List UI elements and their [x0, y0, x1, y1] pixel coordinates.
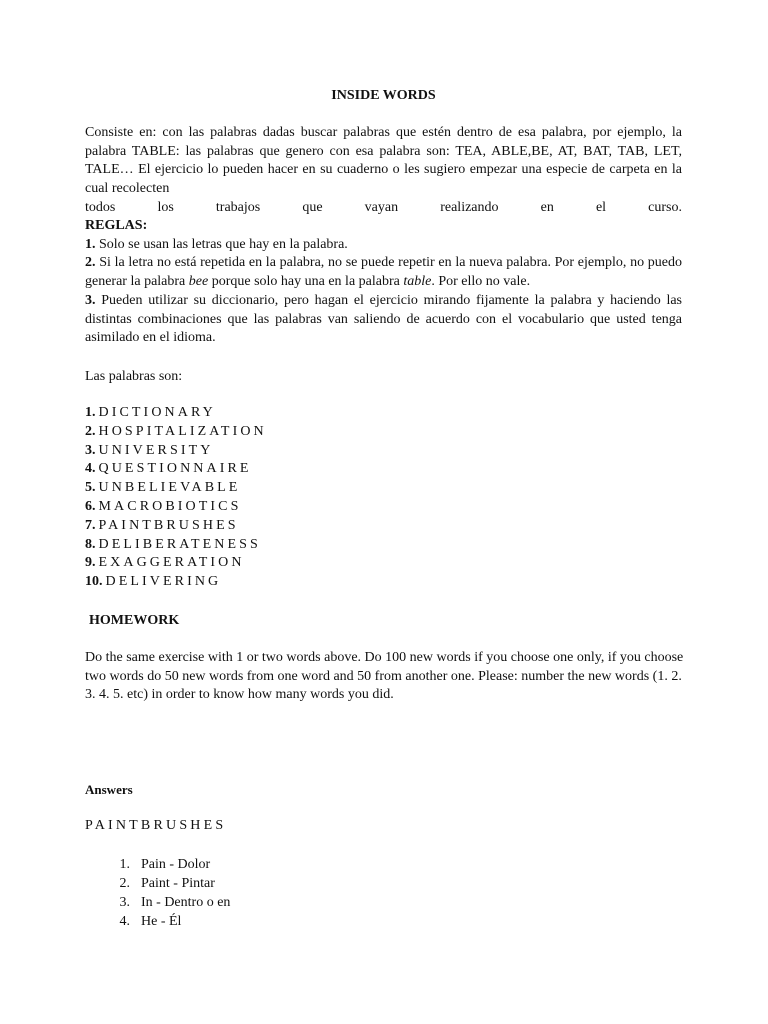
answer-text: He - Él	[141, 914, 182, 929]
answer-item	[85, 893, 230, 912]
rule-item	[85, 254, 682, 291]
word-text: DELIBERATENESS	[98, 536, 261, 552]
list-item	[85, 460, 267, 479]
answers-word: PAINTBRUSHES	[85, 818, 227, 833]
word-text: DICTIONARY	[98, 405, 216, 420]
answer-number: 4.	[119, 914, 130, 929]
list-item	[85, 517, 267, 536]
word-text: HOSPITALIZATION	[98, 423, 267, 439]
list-item	[85, 498, 267, 517]
word-number: 3.	[85, 442, 96, 458]
homework-heading: HOMEWORK	[89, 613, 180, 628]
rule-example-word: bee	[188, 274, 209, 290]
word-number: 8.	[85, 536, 96, 552]
list-item	[85, 423, 267, 442]
list-item	[85, 536, 267, 555]
rule-text: porque solo hay una en la palabra	[208, 274, 404, 290]
word-text: EXAGGERATION	[98, 555, 245, 571]
answers-heading: Answers	[85, 782, 133, 797]
word-list	[85, 404, 267, 592]
word-text: PAINTBRUSHES	[98, 517, 239, 533]
word-text: DELIVERING	[105, 574, 222, 590]
rule-number: 3.	[85, 292, 96, 308]
word-text: UNIVERSITY	[98, 442, 214, 458]
intro-text: Consiste en: con las palabras dadas buscar palabras que estén dentro de esa palabra, por ejemplo, la palabra TABLE: las palabras que genero con esa palabra son: TEA, ABLE,BE, AT, BAT, TAB, LET, TALE… El ejercicio lo pueden hacer en su cuaderno o les sugiero empezar una especie de carpeta en la cual recolecten	[85, 125, 682, 197]
rule-number: 2.	[85, 255, 96, 271]
rules-section	[85, 217, 682, 348]
words-intro: Las palabras son:	[85, 369, 183, 384]
word-text: MACROBIOTICS	[98, 498, 242, 514]
intro-last-line: todos los trabajos que vayan realizando en el curso.	[85, 199, 682, 215]
homework-paragraph: Do the same exercise with 1 or two words above. Do 100 new words if you choose one only, if you choose two words do 50 new words from one word and 50 from another one. Please: number the new words (1. 2. 3. 4. 5. etc) in order to know how many words you did.	[85, 650, 684, 703]
intro-paragraph	[85, 124, 682, 218]
answer-list	[85, 855, 230, 931]
list-item	[85, 442, 267, 461]
word-number: 9.	[85, 555, 96, 571]
rules-heading: REGLAS:	[85, 218, 148, 233]
word-number: 6.	[85, 498, 96, 514]
word-number: 10.	[85, 574, 103, 590]
list-item	[85, 573, 267, 592]
answer-number: 2.	[119, 876, 130, 891]
rule-text: . Por ello no vale.	[431, 274, 531, 290]
answer-text: Paint - Pintar	[141, 876, 215, 891]
rule-item	[85, 292, 682, 348]
word-number: 5.	[85, 480, 96, 496]
word-number: 2.	[85, 423, 96, 439]
rule-example-word: table	[403, 274, 432, 290]
word-number: 4.	[85, 461, 96, 477]
answer-item	[85, 855, 230, 874]
answer-item	[85, 912, 230, 931]
word-text: UNBELIEVABLE	[98, 480, 241, 496]
list-item	[85, 404, 267, 423]
document-title: INSIDE WORDS	[331, 88, 436, 103]
list-item	[85, 554, 267, 573]
answer-text: In - Dentro o en	[141, 895, 231, 910]
answer-item	[85, 874, 230, 893]
word-text: QUESTIONNAIRE	[98, 461, 252, 477]
answer-number: 3.	[119, 895, 130, 910]
answer-number: 1.	[119, 857, 130, 872]
word-number: 1.	[85, 405, 96, 420]
rule-text: Solo se usan las letras que hay en la palabra.	[95, 236, 348, 252]
rule-text: Si la letra no está repetida en la palabra, no se puede repetir en la nueva palabra. Por ejemplo, no puedo generar la palabra	[85, 255, 682, 290]
list-item	[85, 479, 267, 498]
rule-text: Pueden utilizar su diccionario, pero hagan el ejercicio mirando fijamente la palabra y haciendo las distintas combinaciones que las palabras van saliendo de acuerdo con el vocabulario que usted tenga asimilado en el idioma.	[85, 292, 682, 346]
rule-number: 1.	[85, 236, 96, 252]
word-number: 7.	[85, 517, 96, 533]
rule-item	[85, 236, 682, 255]
answer-text: Pain - Dolor	[141, 857, 211, 872]
